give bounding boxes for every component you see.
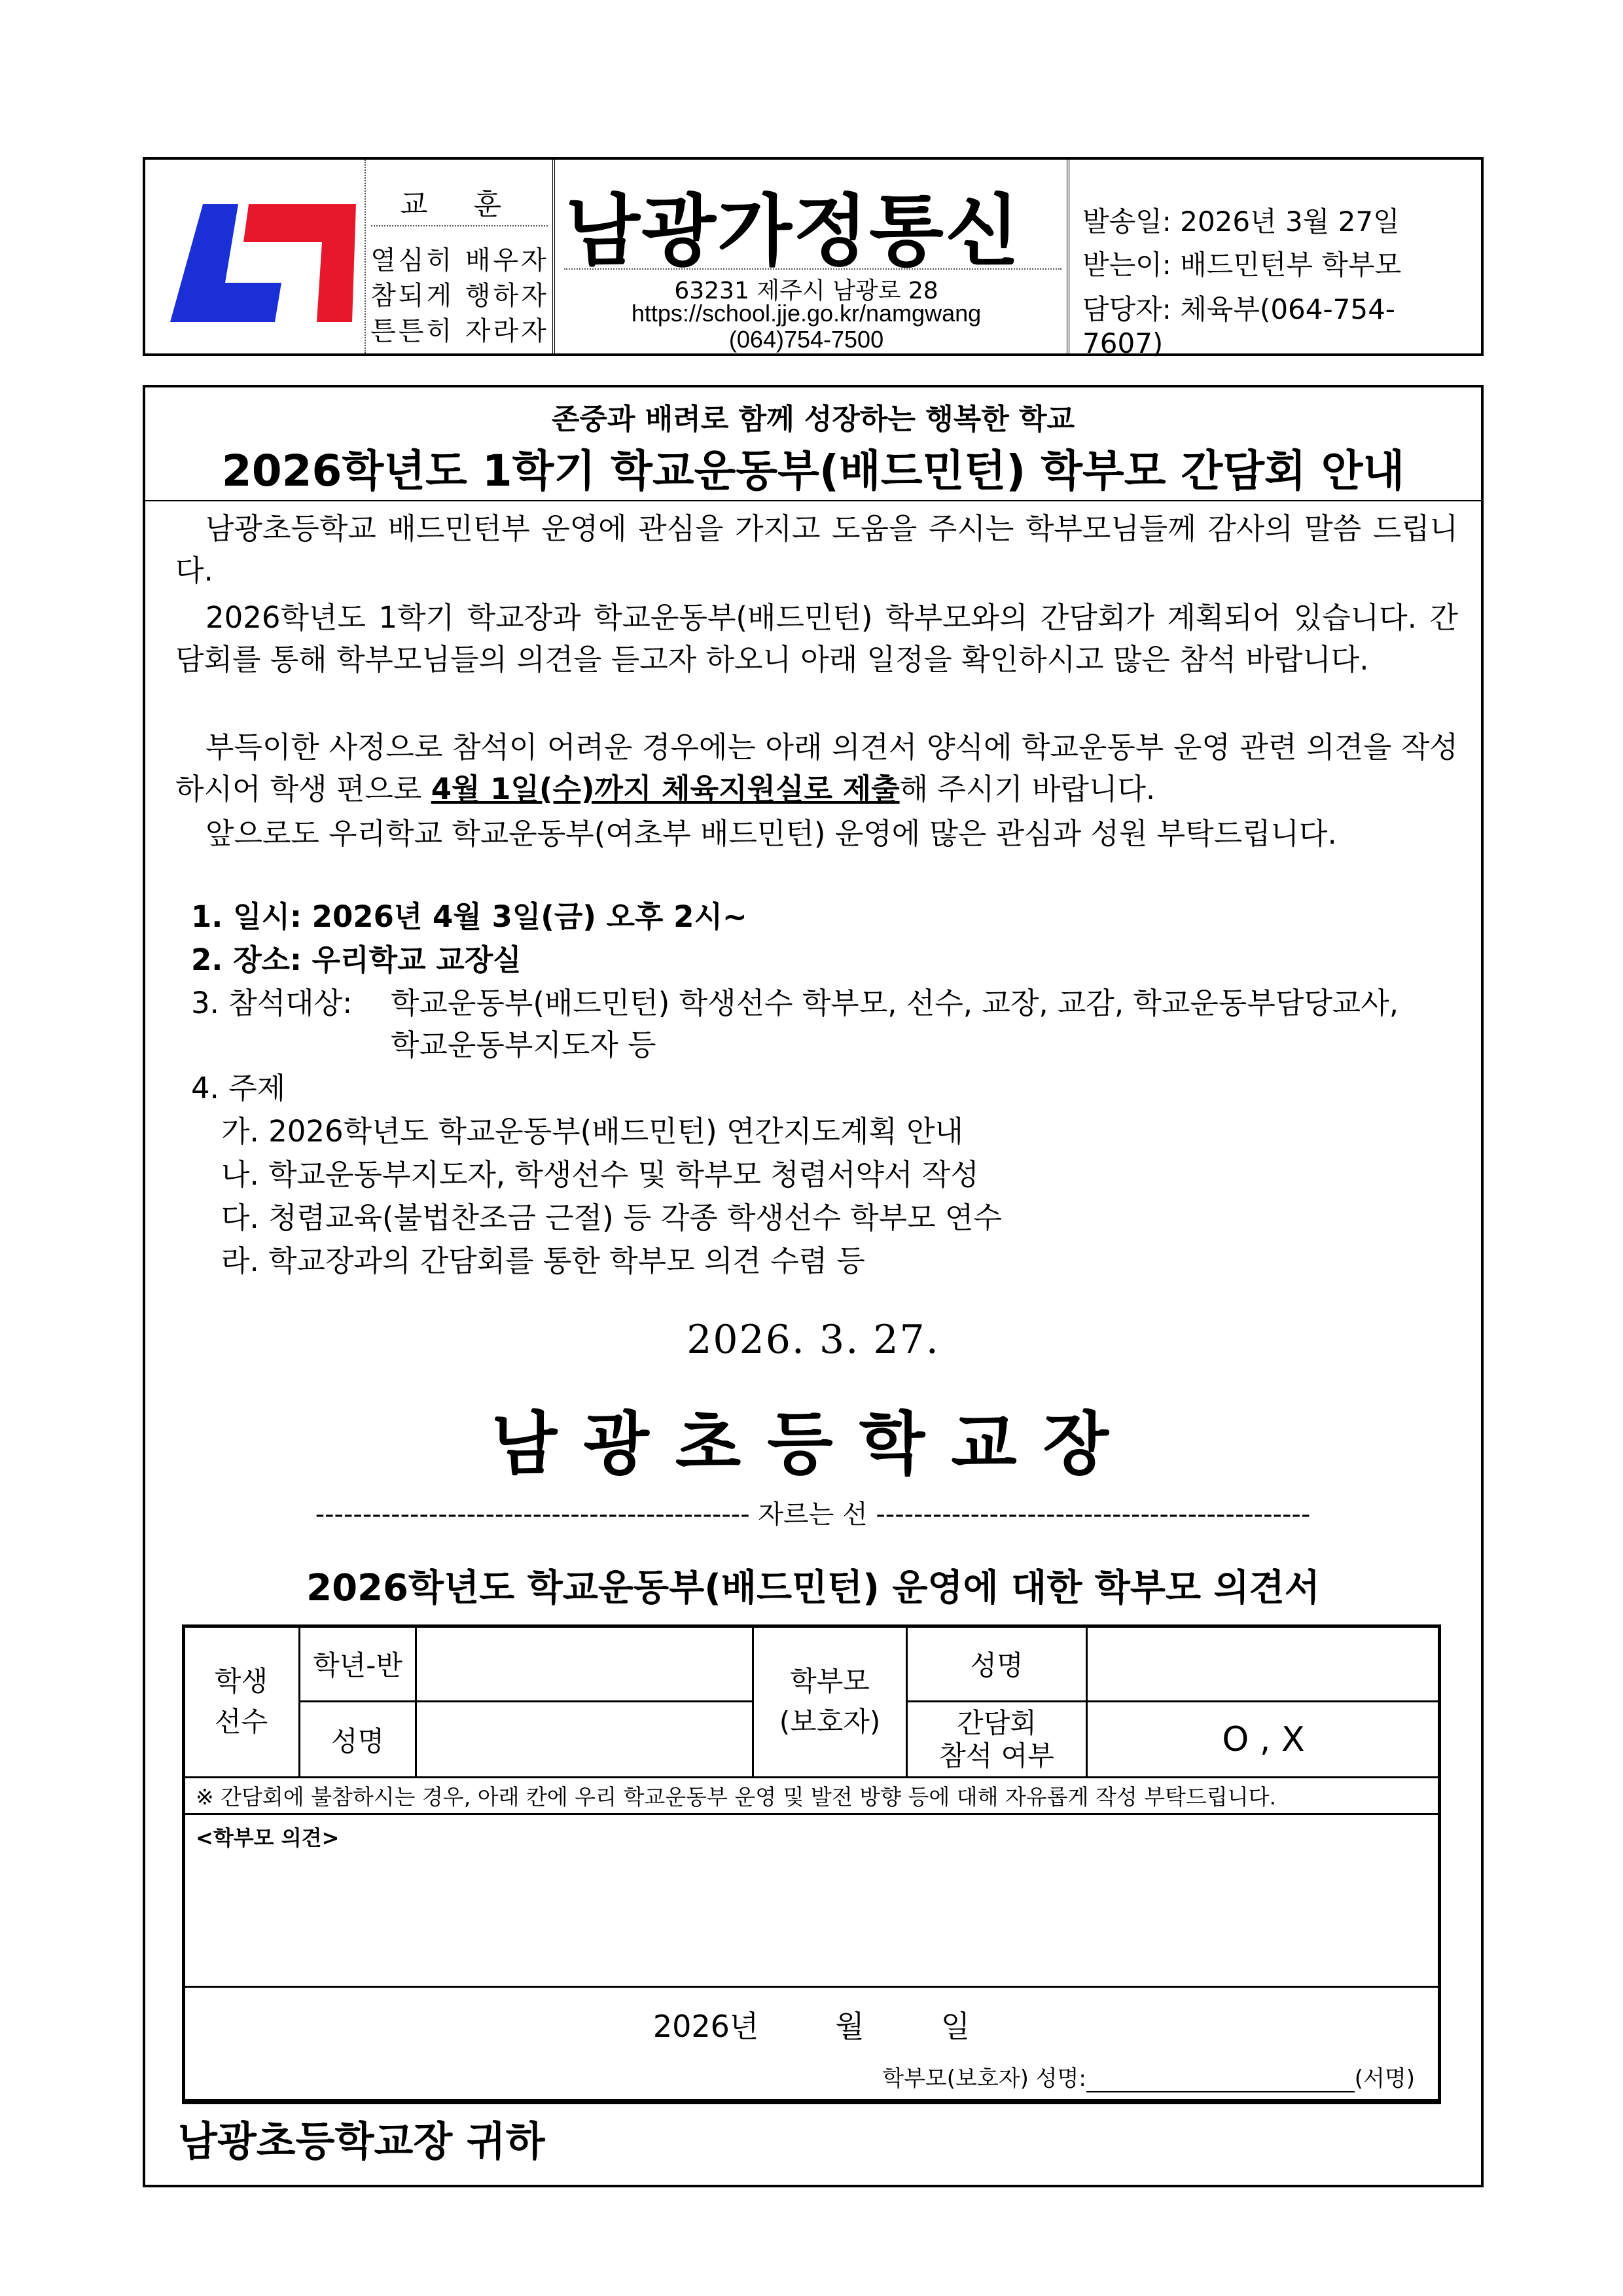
- place-item: 2. 장소: 우리학교 교장실: [191, 942, 522, 977]
- form-date: 2026년 월 일: [652, 2009, 971, 2044]
- target-line: 학교운동부(배드민턴) 학생선수 학부모, 선수, 교장, 교감, 학교운동부담당교사,: [391, 986, 1399, 1020]
- signature-field[interactable]: [1086, 2072, 1355, 2092]
- paragraph: 앞으로도 우리학교 학교운동부(여초부 배드민턴) 운영에 많은 관심과 성원 부탁드립니다.: [205, 816, 1337, 851]
- deadline-highlight: 4월 1일(수)까지 체육지원실로 제출: [431, 772, 900, 806]
- student-label: 학생 선수: [183, 1626, 300, 1778]
- school-logo: [165, 198, 361, 329]
- target-label: 3. 참석대상:: [191, 986, 353, 1020]
- attend-options[interactable]: O , X: [1087, 1702, 1440, 1778]
- form-title: 2026학년도 학교운동부(배드민턴) 운영에 대한 학부모 의견서: [306, 1567, 1320, 1609]
- newsletter-title: 남광가정통신: [565, 186, 1021, 276]
- school-phone: (064)754-7500: [728, 326, 884, 353]
- contact: 담당자: 체육부(064-754-7607): [1082, 293, 1395, 359]
- grade-class-field[interactable]: [416, 1626, 753, 1702]
- opinion-label: <학부모 의견>: [196, 1825, 340, 1850]
- topic-item: 가. 2026학년도 학교운동부(배드민턴) 연간지도계획 안내: [221, 1114, 964, 1149]
- principal-name: 남광초등학교장: [491, 1404, 1135, 1484]
- school-url: https://school.jje.go.kr/namgwang: [631, 300, 982, 327]
- opinion-field[interactable]: [183, 1814, 1440, 1987]
- topic-item: 나. 학교운동부지도자, 학생선수 및 학부모 청렴서약서 작성: [221, 1157, 979, 1192]
- school-slogan: 존중과 배려로 함께 성장하는 행복한 학교: [551, 403, 1075, 436]
- cut-line: ---------------------------------------------- 자르는 선 ----------------------------------------------: [315, 1499, 1311, 1530]
- schedule-item: 1. 일시: 2026년 4월 3일(금) 오후 2시~: [191, 899, 747, 934]
- document-title: 2026학년도 1학기 학교운동부(배드민턴) 학부모 간담회 안내: [221, 446, 1405, 496]
- parent-name-label: 성명: [907, 1626, 1087, 1702]
- topic-label: 4. 주제: [191, 1071, 286, 1105]
- student-name-label: 성명: [300, 1702, 416, 1778]
- motto-line: 참되게 행하자: [370, 281, 549, 311]
- school-address: 63231 제주시 남광로 28: [674, 278, 938, 304]
- topic-item: 다. 청렴교육(불법찬조금 근절) 등 각종 학생선수 학부모 연수: [221, 1200, 1002, 1235]
- parent-label: 학부모 (보호자): [753, 1626, 907, 1778]
- attend-label: 간담회 참석 여부: [907, 1702, 1087, 1778]
- motto-title: 교 훈: [400, 188, 520, 221]
- paragraph: 남광초등학교 배드민턴부 운영에 관심을 가지고 도움을 주시는 학부모님들께 감사의 말씀 드립니다.: [175, 511, 1458, 588]
- notice-body: [143, 385, 1484, 2187]
- parent-name-field[interactable]: [1087, 1626, 1440, 1702]
- grade-class-label: 학년-반: [300, 1626, 416, 1702]
- signature-line: 학부모(보호자) 성명: (서명): [882, 2066, 1415, 2092]
- motto-line: 열심히 배우자: [370, 245, 549, 276]
- issue-date: 2026. 3. 27.: [687, 1317, 940, 1363]
- title-divider: [145, 500, 1481, 501]
- paragraph: 부득이한 사정으로 참석이 어려운 경우에는 아래 의견서 양식에 학교운동부 운영 관련 의견을 작성하시어 학생 편으로 4월 1일(수)까지 체육지원실로 제출해 주시기 바랍니다.: [175, 730, 1458, 806]
- motto-line: 튼튼히 자라자: [370, 316, 549, 346]
- sent-date: 발송일: 2026년 3월 27일: [1082, 206, 1400, 238]
- recipient: 받는이: 배드민턴부 학부모: [1082, 249, 1402, 281]
- signature-area: [182, 1986, 1441, 2102]
- paragraph: 2026학년도 1학기 학교장과 학교운동부(배드민턴) 학부모와의 간담회가 계획되어 있습니다. 간담회를 통해 학부모님들의 의견을 듣고자 하오니 아래 일정을 확인하시고 많은 참석 바랍니다.: [175, 600, 1458, 677]
- absence-notice: ※ 간담회에 불참하시는 경우, 아래 칸에 우리 학교운동부 운영 및 발전 방향 등에 대해 자유롭게 작성 부탁드립니다.: [183, 1778, 1440, 1814]
- student-name-field[interactable]: [416, 1702, 753, 1778]
- newsletter-header: [143, 157, 1484, 359]
- addressee: 남광초등학교장 귀하: [178, 2117, 545, 2165]
- target-line: 학교운동부지도자 등: [391, 1028, 656, 1062]
- topic-item: 라. 학교장과의 간담회를 통한 학부모 의견 수렴 등: [221, 1244, 865, 1278]
